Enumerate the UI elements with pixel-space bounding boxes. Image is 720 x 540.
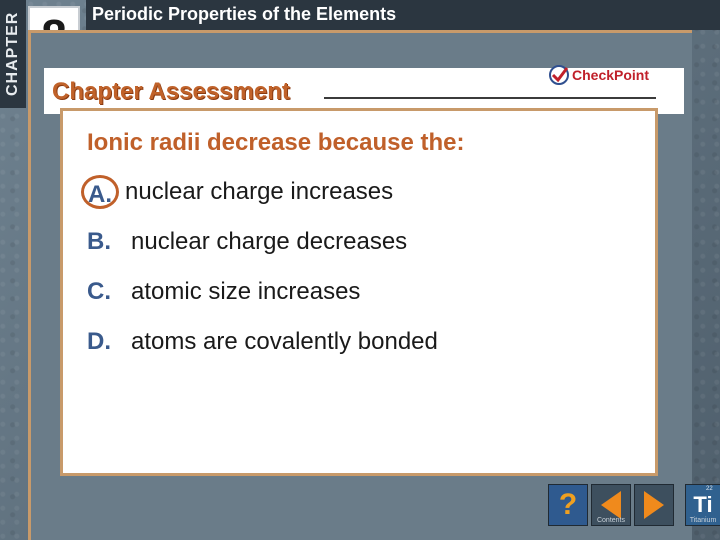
next-arrow-icon xyxy=(644,491,664,519)
option-a[interactable] xyxy=(87,175,393,209)
section-heading: Chapter Assessment xyxy=(52,78,290,105)
periodic-table-icon: Ti xyxy=(693,492,713,517)
question-text: Ionic radii decrease because the: xyxy=(87,129,465,156)
option-text: atoms are covalently bonded xyxy=(131,328,438,355)
option-b[interactable] xyxy=(87,225,407,259)
book-title: Periodic Properties of the Elements xyxy=(92,4,397,24)
periodic-table-button[interactable] xyxy=(685,484,720,526)
option-letter: A. xyxy=(81,175,119,209)
heading-rule xyxy=(324,97,656,99)
checkpoint-label: CheckPoint xyxy=(572,67,650,83)
help-icon: ? xyxy=(558,488,578,521)
help-button[interactable] xyxy=(548,484,588,526)
atomic-number: 22 xyxy=(706,486,713,492)
check-icon xyxy=(548,64,570,86)
option-letter: D. xyxy=(87,328,111,355)
option-c[interactable] xyxy=(87,275,360,309)
prev-button[interactable] xyxy=(591,484,631,526)
option-d[interactable] xyxy=(87,325,438,359)
assessment-panel xyxy=(60,108,658,476)
contents-caption: Contents xyxy=(596,517,626,524)
option-letter: C. xyxy=(87,278,111,305)
option-text: atomic size increases xyxy=(131,278,361,305)
option-letter: B. xyxy=(87,228,111,255)
chapter-strip xyxy=(0,0,26,108)
checkpoint-badge xyxy=(548,60,649,90)
nav-bar xyxy=(548,484,720,526)
chapter-label: CHAPTER xyxy=(4,11,21,97)
next-button[interactable] xyxy=(634,484,674,526)
prev-arrow-icon xyxy=(601,491,621,519)
element-caption: Titanium xyxy=(689,517,717,524)
option-text: nuclear charge decreases xyxy=(131,228,408,255)
option-text: nuclear charge increases xyxy=(125,178,394,205)
